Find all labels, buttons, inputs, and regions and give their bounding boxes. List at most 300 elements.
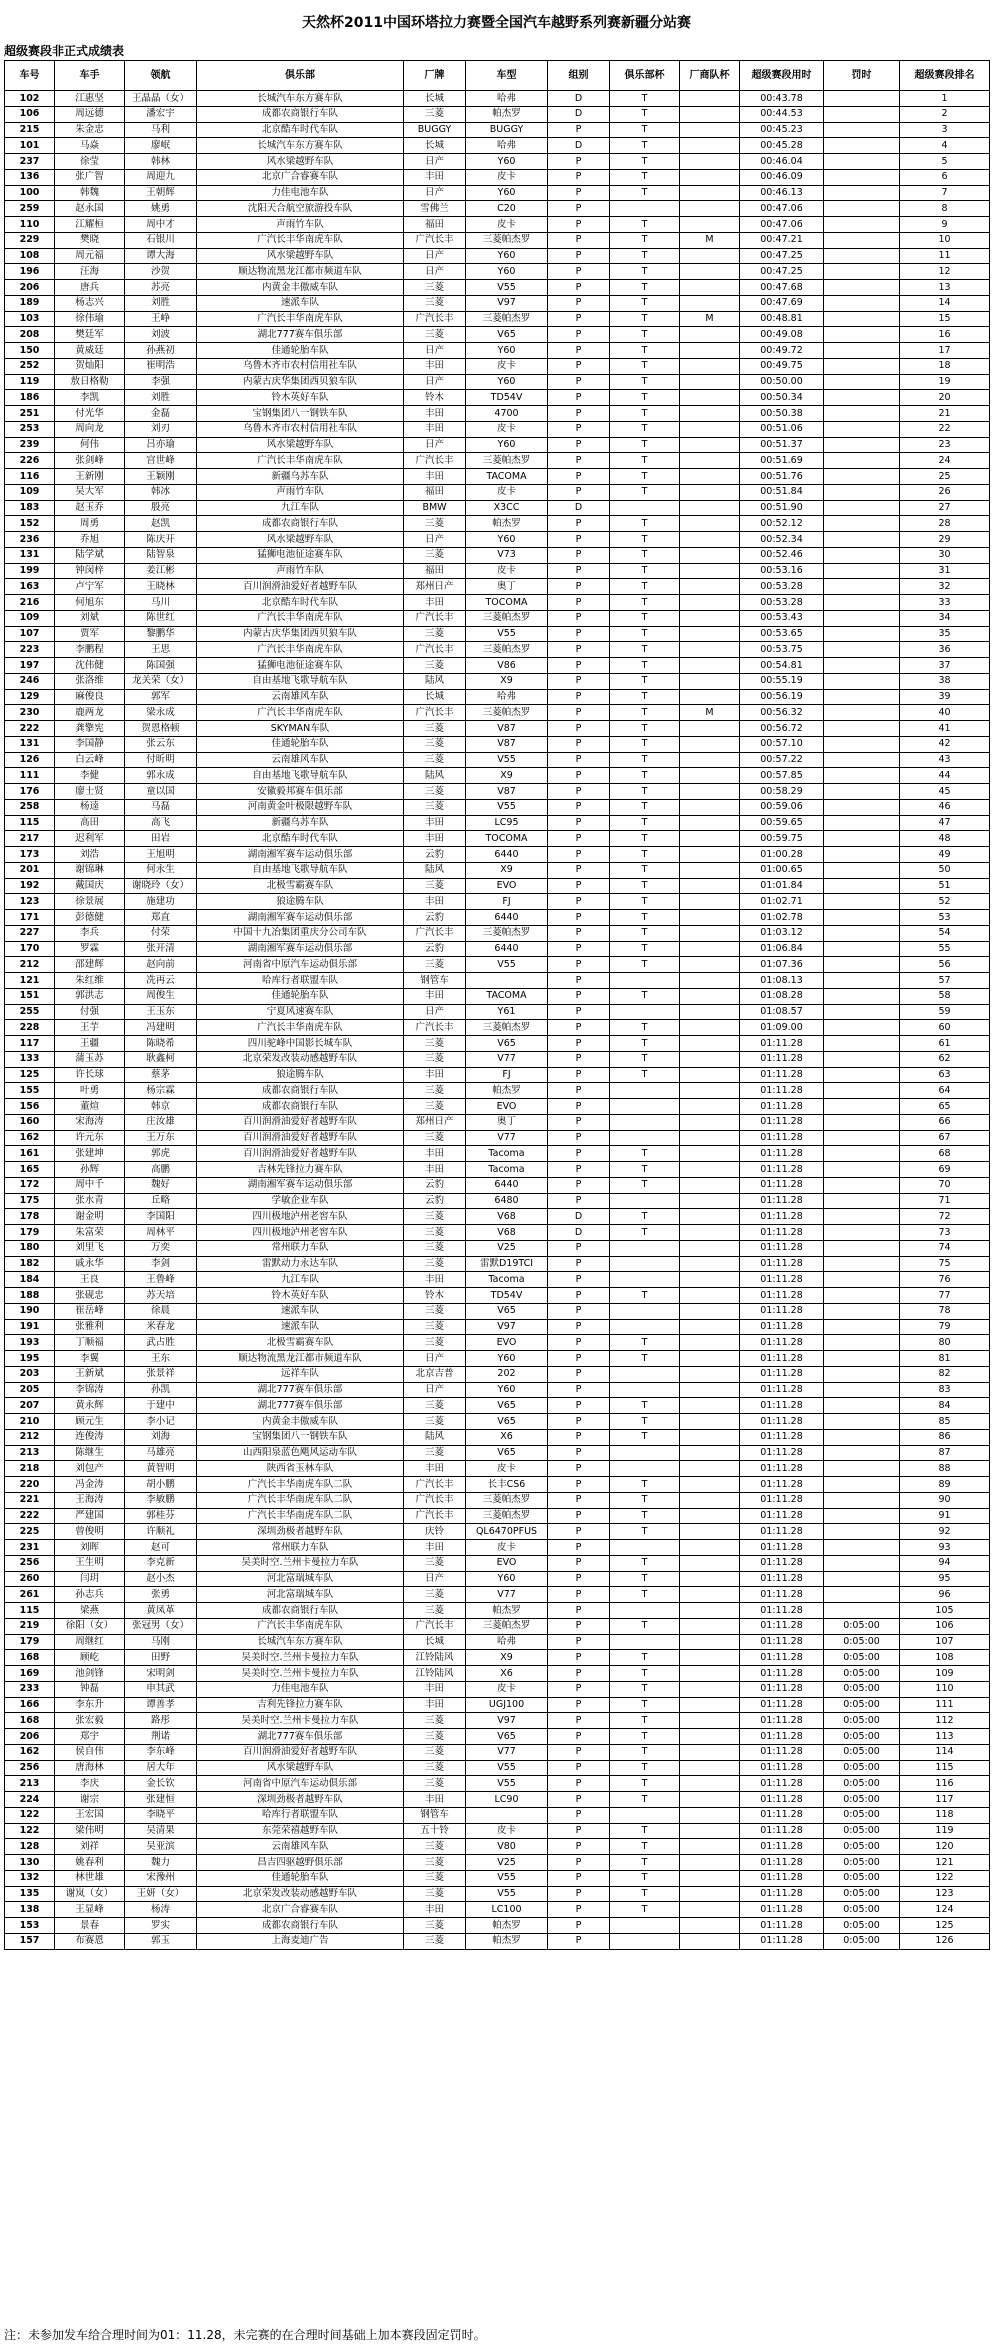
cell-club: 狼途腾车队 <box>197 1067 404 1083</box>
cell-group: P <box>548 1886 610 1902</box>
cell-club-cup: T <box>610 1571 680 1587</box>
cell-penalty <box>824 1067 900 1083</box>
table-row <box>5 1099 990 1115</box>
cell-group: D <box>548 500 610 516</box>
cell-model: V97 <box>466 1319 548 1335</box>
cell-make: 三菱 <box>404 784 466 800</box>
cell-make: 陆风 <box>404 673 466 689</box>
table-row <box>5 1807 990 1823</box>
cell-model: 长丰CS6 <box>466 1477 548 1493</box>
cell-codriver: 李强 <box>125 374 197 390</box>
cell-stage-rank: 92 <box>900 1524 990 1540</box>
cell-model: 帕杰罗 <box>466 106 548 122</box>
cell-stage-rank: 45 <box>900 784 990 800</box>
cell-club-cup: T <box>610 1587 680 1603</box>
cell-model <box>466 1807 548 1823</box>
cell-driver: 周向龙 <box>55 421 125 437</box>
cell-manufacturer-cup <box>680 1855 740 1871</box>
cell-stage-time: 01:00.65 <box>740 862 824 878</box>
cell-stage-time: 01:06.84 <box>740 941 824 957</box>
table-row <box>5 1634 990 1650</box>
table-row <box>5 437 990 453</box>
cell-make: 三菱 <box>404 1918 466 1934</box>
cell-club-cup: T <box>610 1555 680 1571</box>
cell-model: 三菱帕杰罗 <box>466 642 548 658</box>
cell-penalty <box>824 516 900 532</box>
cell-group: P <box>548 1020 610 1036</box>
table-row <box>5 91 990 107</box>
cell-codriver: 万奕 <box>125 1240 197 1256</box>
cell-stage-time: 01:11.28 <box>740 1776 824 1792</box>
cell-driver: 韩魏 <box>55 185 125 201</box>
cell-club-cup <box>610 1382 680 1398</box>
cell-stage-rank: 71 <box>900 1193 990 1209</box>
cell-club-cup: T <box>610 1508 680 1524</box>
cell-stage-rank: 19 <box>900 374 990 390</box>
table-row <box>5 1729 990 1745</box>
cell-codriver: 何永生 <box>125 862 197 878</box>
table-row <box>5 185 990 201</box>
cell-manufacturer-cup <box>680 626 740 642</box>
cell-codriver: 沙贺 <box>125 264 197 280</box>
cell-manufacturer-cup <box>680 736 740 752</box>
cell-make: 广汽长丰 <box>404 453 466 469</box>
cell-manufacturer-cup <box>680 122 740 138</box>
cell-model: 6440 <box>466 1177 548 1193</box>
cell-club: SKYMAN车队 <box>197 721 404 737</box>
cell-manufacturer-cup <box>680 1618 740 1634</box>
cell-codriver: 路彤 <box>125 1713 197 1729</box>
cell-group: P <box>548 1776 610 1792</box>
cell-club-cup <box>610 1461 680 1477</box>
cell-driver: 唐海林 <box>55 1760 125 1776</box>
cell-codriver: 杨宗霖 <box>125 1083 197 1099</box>
cell-car-number: 221 <box>5 1492 55 1508</box>
cell-stage-rank: 28 <box>900 516 990 532</box>
cell-stage-time: 01:11.28 <box>740 1272 824 1288</box>
cell-car-number: 166 <box>5 1697 55 1713</box>
cell-driver: 迟利军 <box>55 831 125 847</box>
cell-codriver: 郑直 <box>125 910 197 926</box>
cell-club: 铃木英好车队 <box>197 1288 404 1304</box>
cell-manufacturer-cup <box>680 547 740 563</box>
cell-club-cup: T <box>610 138 680 154</box>
cell-stage-time: 01:11.28 <box>740 1429 824 1445</box>
cell-model: 三菱帕杰罗 <box>466 610 548 626</box>
cell-stage-rank: 22 <box>900 421 990 437</box>
cell-club-cup: T <box>610 642 680 658</box>
cell-club: 湖南湘军赛车运动俱乐部 <box>197 1177 404 1193</box>
cell-club: 昌吉四驱越野俱乐部 <box>197 1855 404 1871</box>
cell-model: 4700 <box>466 406 548 422</box>
cell-club: 上海麦迪广告 <box>197 1933 404 1949</box>
cell-club-cup: T <box>610 815 680 831</box>
cell-codriver: 周林平 <box>125 1225 197 1241</box>
table-row <box>5 154 990 170</box>
cell-club: 安徽毅邦赛车俱乐部 <box>197 784 404 800</box>
cell-car-number: 213 <box>5 1776 55 1792</box>
cell-codriver: 李晓平 <box>125 1807 197 1823</box>
cell-club: 宝钢集团八一钢铁车队 <box>197 406 404 422</box>
cell-model: Y61 <box>466 1004 548 1020</box>
cell-make: 三菱 <box>404 547 466 563</box>
cell-codriver: 李敏鹏 <box>125 1492 197 1508</box>
cell-group: P <box>548 862 610 878</box>
cell-stage-rank: 84 <box>900 1398 990 1414</box>
cell-model: LC90 <box>466 1792 548 1808</box>
cell-club: 中国十九冶集团重庆分公司车队 <box>197 925 404 941</box>
cell-club-cup: T <box>610 295 680 311</box>
cell-stage-time: 01:11.28 <box>740 1225 824 1241</box>
cell-make: 三菱 <box>404 327 466 343</box>
cell-club: 北京荣发改装动感越野车队 <box>197 1886 404 1902</box>
cell-model: 皮卡 <box>466 421 548 437</box>
cell-model: LC95 <box>466 815 548 831</box>
cell-stage-rank: 105 <box>900 1603 990 1619</box>
cell-penalty <box>824 1587 900 1603</box>
cell-stage-time: 00:52.34 <box>740 532 824 548</box>
cell-car-number: 230 <box>5 705 55 721</box>
cell-stage-time: 01:11.28 <box>740 1681 824 1697</box>
cell-codriver: 王万东 <box>125 1130 197 1146</box>
cell-group: P <box>548 1587 610 1603</box>
cell-make: 三菱 <box>404 1555 466 1571</box>
cell-driver: 李国静 <box>55 736 125 752</box>
cell-manufacturer-cup <box>680 280 740 296</box>
cell-stage-time: 00:51.69 <box>740 453 824 469</box>
cell-penalty <box>824 1414 900 1430</box>
cell-make: 日产 <box>404 1351 466 1367</box>
cell-group: P <box>548 1319 610 1335</box>
table-row <box>5 1114 990 1130</box>
cell-stage-time: 00:54.81 <box>740 658 824 674</box>
table-row <box>5 1351 990 1367</box>
cell-club: 九江车队 <box>197 500 404 516</box>
cell-penalty <box>824 610 900 626</box>
cell-penalty <box>824 1209 900 1225</box>
cell-stage-time: 01:11.28 <box>740 1666 824 1682</box>
cell-make: 广汽长丰 <box>404 232 466 248</box>
cell-group: P <box>548 1650 610 1666</box>
cell-stage-time: 01:00.28 <box>740 847 824 863</box>
cell-make: 三菱 <box>404 1713 466 1729</box>
cell-stage-rank: 76 <box>900 1272 990 1288</box>
cell-car-number: 108 <box>5 248 55 264</box>
cell-model: Y60 <box>466 248 548 264</box>
cell-group: P <box>548 1839 610 1855</box>
cell-driver: 张洛维 <box>55 673 125 689</box>
cell-driver: 张水青 <box>55 1193 125 1209</box>
cell-model: 三菱帕杰罗 <box>466 453 548 469</box>
table-row <box>5 264 990 280</box>
cell-model: QL6470PFUS <box>466 1524 548 1540</box>
cell-club-cup: T <box>610 894 680 910</box>
cell-group: P <box>548 374 610 390</box>
cell-model: 皮卡 <box>466 1540 548 1556</box>
cell-manufacturer-cup <box>680 1366 740 1382</box>
cell-group: P <box>548 563 610 579</box>
cell-driver: 张剑峰 <box>55 453 125 469</box>
table-row <box>5 1256 990 1272</box>
cell-club-cup: T <box>610 469 680 485</box>
cell-car-number: 255 <box>5 1004 55 1020</box>
cell-stage-rank: 75 <box>900 1256 990 1272</box>
cell-manufacturer-cup <box>680 264 740 280</box>
cell-penalty <box>824 799 900 815</box>
cell-car-number: 183 <box>5 500 55 516</box>
results-body <box>5 91 990 1950</box>
cell-model: EVO <box>466 878 548 894</box>
cell-car-number: 258 <box>5 799 55 815</box>
cell-club-cup <box>610 1004 680 1020</box>
cell-model: 皮卡 <box>466 217 548 233</box>
cell-car-number: 251 <box>5 406 55 422</box>
table-row <box>5 232 990 248</box>
cell-club-cup: T <box>610 516 680 532</box>
table-row <box>5 736 990 752</box>
cell-club-cup: T <box>610 941 680 957</box>
cell-stage-rank: 14 <box>900 295 990 311</box>
cell-stage-time: 00:57.10 <box>740 736 824 752</box>
cell-codriver: 庄汝雄 <box>125 1114 197 1130</box>
cell-club-cup: T <box>610 1036 680 1052</box>
cell-club-cup: T <box>610 390 680 406</box>
cell-driver: 高田 <box>55 815 125 831</box>
cell-car-number: 179 <box>5 1634 55 1650</box>
cell-car-number: 125 <box>5 1067 55 1083</box>
cell-codriver: 王鲁峰 <box>125 1272 197 1288</box>
cell-penalty <box>824 815 900 831</box>
document-title: 天然杯2011中国环塔拉力赛暨全国汽车越野系列赛新疆分站赛 <box>302 15 691 31</box>
cell-group: P <box>548 453 610 469</box>
cell-penalty <box>824 169 900 185</box>
cell-make: 三菱 <box>404 1303 466 1319</box>
cell-group: P <box>548 1555 610 1571</box>
header-codriver: 领航 <box>125 61 197 91</box>
cell-car-number: 128 <box>5 1839 55 1855</box>
cell-club: 湖北777赛车俱乐部 <box>197 1398 404 1414</box>
cell-model: V65 <box>466 1303 548 1319</box>
cell-penalty <box>824 673 900 689</box>
cell-penalty <box>824 532 900 548</box>
cell-club-cup <box>610 973 680 989</box>
cell-group: P <box>548 815 610 831</box>
cell-group: P <box>548 1666 610 1682</box>
cell-driver: 李东升 <box>55 1697 125 1713</box>
cell-model: 皮卡 <box>466 1461 548 1477</box>
cell-club: 北京酷车时代车队 <box>197 595 404 611</box>
cell-penalty <box>824 1461 900 1477</box>
cell-make: 丰田 <box>404 1681 466 1697</box>
cell-group: P <box>548 1256 610 1272</box>
cell-driver: 林世雄 <box>55 1870 125 1886</box>
cell-group: P <box>548 358 610 374</box>
cell-club-cup: T <box>610 374 680 390</box>
cell-penalty <box>824 1524 900 1540</box>
cell-stage-time: 01:11.28 <box>740 1335 824 1351</box>
cell-stage-time: 00:53.28 <box>740 595 824 611</box>
cell-club-cup: T <box>610 626 680 642</box>
cell-manufacturer-cup <box>680 689 740 705</box>
cell-codriver: 武占胜 <box>125 1335 197 1351</box>
cell-codriver: 黄智明 <box>125 1461 197 1477</box>
cell-car-number: 131 <box>5 547 55 563</box>
cell-driver: 王芋 <box>55 1020 125 1036</box>
cell-club: 四川极地泸州老窖车队 <box>197 1225 404 1241</box>
cell-model: 奥丁 <box>466 1114 548 1130</box>
cell-driver: 龚擎宪 <box>55 721 125 737</box>
table-row <box>5 1303 990 1319</box>
cell-stage-rank: 80 <box>900 1335 990 1351</box>
table-row <box>5 421 990 437</box>
cell-driver: 白云峰 <box>55 752 125 768</box>
cell-manufacturer-cup <box>680 106 740 122</box>
cell-penalty <box>824 1445 900 1461</box>
cell-make: 三菱 <box>404 1587 466 1603</box>
cell-penalty <box>824 563 900 579</box>
cell-manufacturer-cup <box>680 248 740 264</box>
cell-penalty <box>824 579 900 595</box>
cell-stage-time: 01:11.28 <box>740 1099 824 1115</box>
cell-codriver: 宋明剑 <box>125 1666 197 1682</box>
cell-car-number: 172 <box>5 1177 55 1193</box>
table-row <box>5 1225 990 1241</box>
cell-club: 哈库行者联盟车队 <box>197 1807 404 1823</box>
table-row <box>5 1823 990 1839</box>
cell-club: 湖南湘军赛车运动俱乐部 <box>197 847 404 863</box>
cell-car-number: 195 <box>5 1351 55 1367</box>
cell-group: P <box>548 201 610 217</box>
cell-stage-time: 00:56.19 <box>740 689 824 705</box>
cell-stage-time: 00:51.37 <box>740 437 824 453</box>
cell-car-number: 101 <box>5 138 55 154</box>
cell-codriver: 黎鹏华 <box>125 626 197 642</box>
cell-model: V25 <box>466 1855 548 1871</box>
cell-club: 佳通轮胎车队 <box>197 736 404 752</box>
cell-club-cup: T <box>610 831 680 847</box>
cell-club-cup <box>610 1099 680 1115</box>
cell-club-cup: T <box>610 1524 680 1540</box>
cell-manufacturer-cup <box>680 1571 740 1587</box>
cell-model: V65 <box>466 1729 548 1745</box>
cell-stage-rank: 25 <box>900 469 990 485</box>
cell-manufacturer-cup <box>680 327 740 343</box>
cell-car-number: 111 <box>5 768 55 784</box>
cell-codriver: 魏力 <box>125 1855 197 1871</box>
cell-club: 风水梁越野车队 <box>197 532 404 548</box>
cell-codriver: 王晶晶（女） <box>125 91 197 107</box>
cell-manufacturer-cup <box>680 1540 740 1556</box>
table-row <box>5 1020 990 1036</box>
cell-stage-rank: 18 <box>900 358 990 374</box>
cell-group: P <box>548 1366 610 1382</box>
cell-stage-time: 01:11.28 <box>740 1162 824 1178</box>
cell-stage-time: 00:52.46 <box>740 547 824 563</box>
cell-car-number: 132 <box>5 1870 55 1886</box>
cell-stage-time: 01:11.28 <box>740 1855 824 1871</box>
cell-model: Y60 <box>466 264 548 280</box>
table-row <box>5 721 990 737</box>
cell-codriver: 冯建明 <box>125 1020 197 1036</box>
cell-club: 猛狮电池征途赛车队 <box>197 658 404 674</box>
cell-group: P <box>548 1051 610 1067</box>
table-row <box>5 642 990 658</box>
cell-driver: 王新刚 <box>55 469 125 485</box>
cell-model: TOCOMA <box>466 595 548 611</box>
cell-club: 声雨竹车队 <box>197 484 404 500</box>
cell-stage-rank: 41 <box>900 721 990 737</box>
cell-stage-rank: 62 <box>900 1051 990 1067</box>
cell-club-cup <box>610 1272 680 1288</box>
cell-codriver: 王峥 <box>125 311 197 327</box>
cell-make: 广汽长丰 <box>404 1020 466 1036</box>
cell-group: P <box>548 799 610 815</box>
cell-driver: 赵玉乔 <box>55 500 125 516</box>
cell-make: 云豹 <box>404 847 466 863</box>
table-row <box>5 1398 990 1414</box>
cell-model: 三菱帕杰罗 <box>466 1020 548 1036</box>
cell-stage-time: 01:11.28 <box>740 1618 824 1634</box>
cell-group: P <box>548 973 610 989</box>
cell-manufacturer-cup <box>680 1524 740 1540</box>
cell-model: V55 <box>466 957 548 973</box>
cell-car-number: 207 <box>5 1398 55 1414</box>
cell-penalty: 0:05:00 <box>824 1886 900 1902</box>
cell-penalty: 0:05:00 <box>824 1618 900 1634</box>
cell-driver: 刘祥 <box>55 1839 125 1855</box>
cell-club-cup: T <box>610 1288 680 1304</box>
cell-driver: 戴国庆 <box>55 878 125 894</box>
cell-make: 广汽长丰 <box>404 705 466 721</box>
cell-codriver: 王旭明 <box>125 847 197 863</box>
table-row <box>5 1445 990 1461</box>
cell-manufacturer-cup <box>680 1634 740 1650</box>
cell-club-cup: T <box>610 862 680 878</box>
table-row <box>5 1618 990 1634</box>
cell-make: 三菱 <box>404 280 466 296</box>
cell-penalty <box>824 500 900 516</box>
cell-penalty <box>824 925 900 941</box>
cell-penalty <box>824 327 900 343</box>
cell-penalty <box>824 421 900 437</box>
cell-make: 日产 <box>404 1571 466 1587</box>
cell-codriver: 王玉东 <box>125 1004 197 1020</box>
table-row <box>5 248 990 264</box>
cell-stage-time: 00:51.84 <box>740 484 824 500</box>
cell-penalty <box>824 862 900 878</box>
cell-stage-time: 01:11.28 <box>740 1918 824 1934</box>
cell-car-number: 225 <box>5 1524 55 1540</box>
cell-make: 丰田 <box>404 406 466 422</box>
cell-club-cup <box>610 1445 680 1461</box>
cell-group: P <box>548 1193 610 1209</box>
cell-codriver: 马磊 <box>125 799 197 815</box>
cell-club-cup <box>610 1114 680 1130</box>
cell-stage-rank: 111 <box>900 1697 990 1713</box>
cell-penalty <box>824 484 900 500</box>
cell-penalty: 0:05:00 <box>824 1823 900 1839</box>
cell-penalty <box>824 374 900 390</box>
cell-club: 云南雄风车队 <box>197 752 404 768</box>
cell-stage-time: 01:08.13 <box>740 973 824 989</box>
cell-manufacturer-cup <box>680 1036 740 1052</box>
cell-group: P <box>548 847 610 863</box>
table-row <box>5 1870 990 1886</box>
cell-club: 深圳劲极者越野车队 <box>197 1524 404 1540</box>
cell-manufacturer-cup <box>680 1288 740 1304</box>
cell-manufacturer-cup <box>680 721 740 737</box>
cell-club: 广汽长丰华南虎车队 <box>197 705 404 721</box>
